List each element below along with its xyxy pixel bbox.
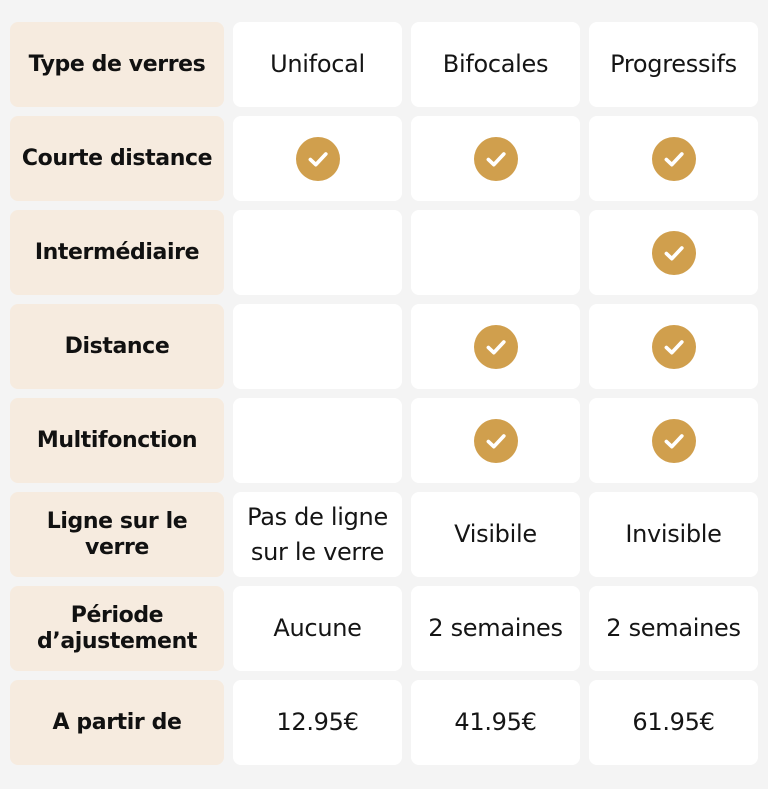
- adjustment-period-bifocal: 2 semaines: [411, 586, 580, 671]
- intermediate-bifocal-cell: [411, 210, 580, 295]
- line-on-lens-progressive: Invisible: [589, 492, 758, 577]
- lens-type-bifocal: Bifocales: [411, 22, 580, 107]
- check-mark-glyph: [483, 146, 509, 172]
- short-distance-progressive-cell: [589, 116, 758, 201]
- check-mark-glyph: [661, 334, 687, 360]
- line-on-lens-unifocal: Pas de ligne sur le verre: [233, 492, 402, 577]
- check-mark-glyph: [661, 428, 687, 454]
- check-mark-glyph: [661, 146, 687, 172]
- check-circle-icon: [296, 137, 340, 181]
- multifunction-bifocal-cell: [411, 398, 580, 483]
- adjustment-period-unifocal: Aucune: [233, 586, 402, 671]
- check-mark-glyph: [661, 240, 687, 266]
- check-circle-icon: [474, 137, 518, 181]
- check-circle-icon: [474, 325, 518, 369]
- distance-bifocal-cell: [411, 304, 580, 389]
- price-progressive: 61.95€: [589, 680, 758, 765]
- distance-progressive-cell: [589, 304, 758, 389]
- check-circle-icon: [652, 419, 696, 463]
- check-circle-icon: [652, 231, 696, 275]
- row-label-intermediate: Intermédiaire: [10, 210, 224, 295]
- row-label-adjustment-period: Période d’ajustement: [10, 586, 224, 671]
- row-label-distance: Distance: [10, 304, 224, 389]
- check-mark-glyph: [305, 146, 331, 172]
- short-distance-bifocal-cell: [411, 116, 580, 201]
- check-mark-glyph: [483, 334, 509, 360]
- adjustment-period-progressive: 2 semaines: [589, 586, 758, 671]
- lens-type-unifocal: Unifocal: [233, 22, 402, 107]
- check-mark-glyph: [483, 428, 509, 454]
- multifunction-unifocal-cell: [233, 398, 402, 483]
- multifunction-progressive-cell: [589, 398, 758, 483]
- line-on-lens-bifocal: Visibile: [411, 492, 580, 577]
- short-distance-unifocal-cell: [233, 116, 402, 201]
- distance-unifocal-cell: [233, 304, 402, 389]
- check-circle-icon: [474, 419, 518, 463]
- row-label-line-on-lens: Ligne sur le verre: [10, 492, 224, 577]
- row-label-short-distance: Courte distance: [10, 116, 224, 201]
- check-circle-icon: [652, 325, 696, 369]
- row-label-multifunction: Multifonction: [10, 398, 224, 483]
- check-circle-icon: [652, 137, 696, 181]
- lens-comparison-table: [10, 22, 758, 765]
- price-unifocal: 12.95€: [233, 680, 402, 765]
- row-label-starting-price: A partir de: [10, 680, 224, 765]
- intermediate-unifocal-cell: [233, 210, 402, 295]
- row-label-lens-type: Type de verres: [10, 22, 224, 107]
- price-bifocal: 41.95€: [411, 680, 580, 765]
- lens-type-progressive: Progressifs: [589, 22, 758, 107]
- intermediate-progressive-cell: [589, 210, 758, 295]
